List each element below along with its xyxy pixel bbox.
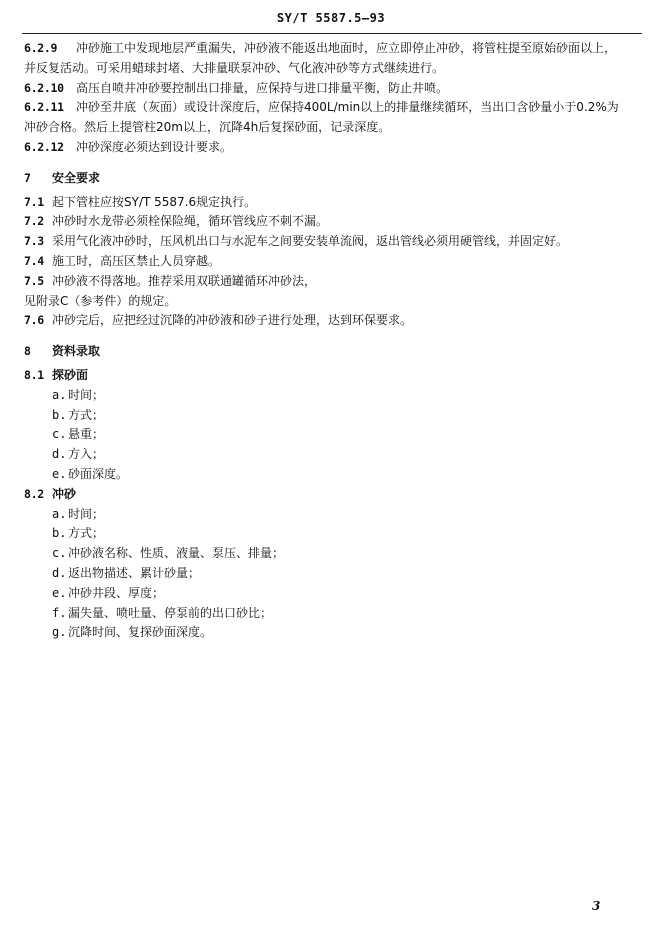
section-number: 7 <box>24 170 31 185</box>
clause-text: 冲砂施工中发现地层严重漏失，冲砂液不能返出地面时，应立即停止冲砂，将管柱提至原始砂面以上，并反复活动。可采用蜡球封堵、大排量联泵冲砂、气化液冲砂等方式继续进行。 <box>24 41 617 75</box>
list-item: e. 冲砂井段、厚度； <box>52 585 165 600</box>
clause-text: 冲砂至井底（灰面）或设计深度后，应保持400L/min以上的排量继续循环，当出口含砂量小于0.2%为冲砂合格。然后上提管柱20m以上，沉降4h后复探砂面，记录深度。 <box>24 100 619 135</box>
clause-text: 施工时，高压区禁止人员穿越。 <box>52 253 221 268</box>
section-8-heading <box>24 342 624 362</box>
list-item: e. 砂面深度。 <box>52 466 129 481</box>
clause-number: 7.2 <box>24 214 44 229</box>
list-item: b. 方式； <box>52 407 105 422</box>
list-item: a. 时间； <box>52 387 105 402</box>
subsection-number: 8.1 <box>24 367 44 382</box>
clause-7-6 <box>24 311 624 331</box>
clause-number: 7.5 <box>24 273 44 288</box>
clause-6-2-11 <box>24 98 624 138</box>
clause-text: 见附录C（参考件）的规定。 <box>24 293 177 308</box>
list-item: d. 方入； <box>52 447 105 462</box>
clause-6-2-10 <box>24 79 624 99</box>
clause-number: 6.2.11 <box>24 100 64 115</box>
clause-number: 6.2.9 <box>24 41 58 55</box>
subsection-8-2-heading <box>24 485 624 505</box>
list-item: a. 时间； <box>52 506 105 521</box>
clause-text: 冲砂时水龙带必须栓保险绳，循环管线应不刺不漏。 <box>52 214 329 229</box>
list-item: g. 沉降时间、复探砂面深度。 <box>52 625 213 640</box>
subsection-title: 冲砂 <box>52 486 77 501</box>
list-item: c. 冲砂液名称、性质、液量、泵压、排量； <box>52 546 285 561</box>
subsection-title: 探砂面 <box>52 367 89 382</box>
clause-7-5-continuation <box>24 292 624 312</box>
clause-6-2-12 <box>24 138 624 158</box>
clause-text: 冲砂液不得落地。推荐采用双联通罐循环冲砂法， <box>52 273 317 288</box>
section-title: 资料录取 <box>52 344 101 359</box>
section-number: 8 <box>24 344 31 359</box>
document-body <box>24 39 624 643</box>
subsection-8-1-heading <box>24 366 624 386</box>
page-number: 3 <box>592 899 601 913</box>
clause-number: 7.3 <box>24 234 44 249</box>
clause-7-2 <box>24 212 624 232</box>
clause-7-5 <box>24 272 624 292</box>
clause-number: 7.4 <box>24 253 44 268</box>
clause-7-3 <box>24 232 624 252</box>
subsection-number: 8.2 <box>24 486 44 501</box>
clause-7-4 <box>24 252 624 272</box>
list-item: b. 方式； <box>52 526 105 541</box>
clause-text: 起下管柱应按SY/T 5587.6规定执行。 <box>52 194 257 209</box>
clause-number: 6.2.10 <box>24 80 64 95</box>
header-rule <box>22 33 642 34</box>
clause-text: 冲砂完后，应把经过沉降的冲砂液和砂子进行处理，达到环保要求。 <box>52 313 413 328</box>
clause-number: 7.1 <box>24 194 44 209</box>
list-item: f. 漏失量、喷吐量、停泵前的出口砂比； <box>52 605 273 620</box>
section-7-heading <box>24 169 624 189</box>
clause-7-1 <box>24 193 624 213</box>
clause-6-2-9 <box>24 39 624 79</box>
clause-text: 高压自喷井冲砂要控制出口排量，应保持与进口排量平衡，防止井喷。 <box>76 80 449 95</box>
clause-text: 冲砂深度必须达到设计要求。 <box>76 139 233 154</box>
list-item: d. 返出物描述、累计砂量； <box>52 565 201 580</box>
clause-number: 7.6 <box>24 313 44 328</box>
clause-text: 采用气化液冲砂时，压风机出口与水泥车之间要安装单流阀，返出管线必须用硬管线，并固定好。 <box>52 234 569 249</box>
header-code: SY/T 5587.5—93 <box>276 11 386 25</box>
list-item: c. 悬重； <box>52 427 105 442</box>
section-title: 安全要求 <box>52 170 101 185</box>
clause-number: 6.2.12 <box>24 139 64 154</box>
